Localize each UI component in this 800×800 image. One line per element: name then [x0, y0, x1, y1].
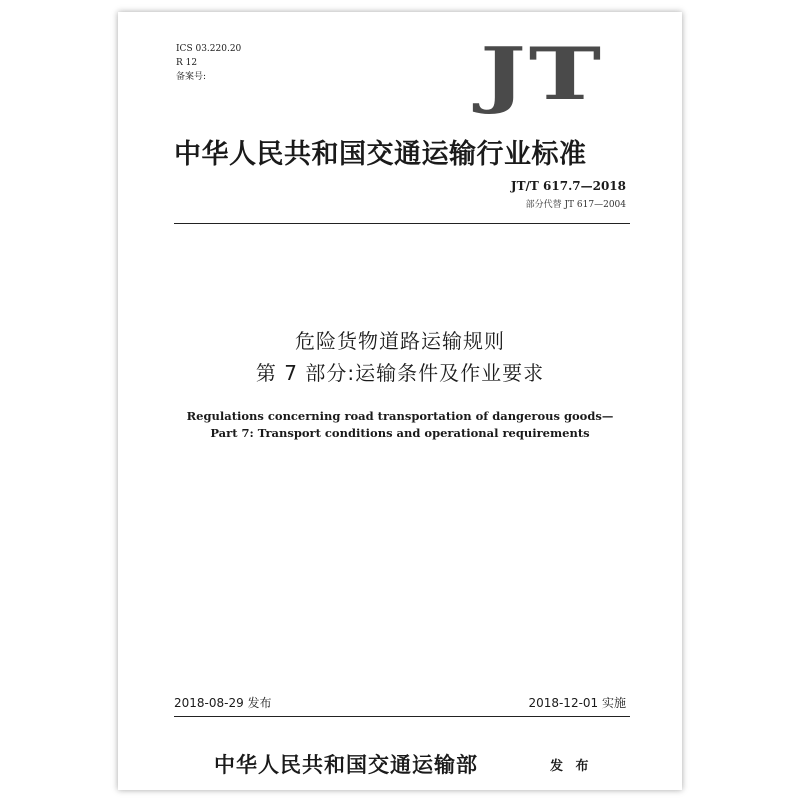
implement-date: 2018-12-01 实施 [528, 696, 626, 710]
jt-logo: JT [480, 31, 604, 116]
document-cover [118, 12, 682, 790]
publisher-name: 中华人民共和国交通运输部 [214, 753, 478, 777]
footer-divider [174, 716, 630, 717]
english-title-line-1: Regulations concerning road transportation of dangerous goods— [186, 409, 614, 423]
ics-code: ICS 03.220.20 [176, 44, 242, 54]
filing-number-label: 备案号: [176, 72, 207, 82]
industry-standard-title: 中华人民共和国交通运输行业标准 [174, 139, 587, 170]
chinese-title-line-2: 第 7 部分:运输条件及作业要求 [255, 361, 545, 385]
english-title-line-2: Part 7: Transport conditions and operational requirements [210, 426, 590, 440]
publish-label: 发 布 [550, 759, 593, 774]
class-code: R 12 [176, 58, 198, 68]
publish-date: 2018-08-29 发布 [174, 696, 272, 710]
replaces-note: 部分代替 JT 617—2004 [525, 200, 626, 210]
classification-block [176, 42, 241, 84]
chinese-title-line-1: 危险货物道路运输规则 [295, 329, 505, 353]
standard-code: JT/T 617.7—2018 [510, 179, 626, 193]
header-divider [174, 223, 630, 224]
